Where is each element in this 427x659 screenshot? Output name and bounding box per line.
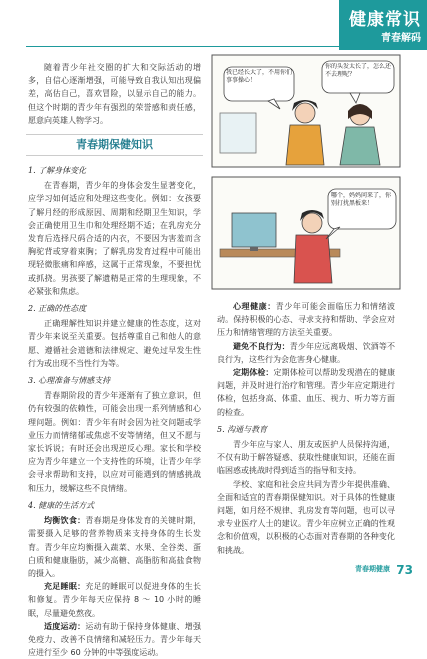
subsection-title-1: 1. 了解身体变化 [28,166,87,176]
bubble-text-bottom: 哪个，妈妈问来了，你别打扰黑板来！ [331,192,392,207]
header-block [339,0,427,50]
list-item-mental [217,300,395,340]
list-item-avoid [217,340,395,366]
subsection-title-3: 3. 心理准备与情感支持 [28,376,111,386]
header-divider [26,46,339,47]
item-text: 青少年应远离吸烟、饮酒等不良行为，这些行为会危害身心健康。 [217,341,396,364]
item-text: 充足的睡眠可以促进身体的生长和修复。青少年每天应保持 8 ～ 10 小时的睡眠，尽量避免熬夜。 [28,582,202,618]
comic-illustration [210,53,402,293]
footer [0,561,427,579]
bubble-text-left: 我已经长大了，不用你们事事操心！ [226,69,292,84]
intro-paragraph: 随着青少年社交圈的扩大和交际活动的增多，自信心逐渐增强，可能导致自我认知出现偏差，高估自己，喜欢冒险，以显示自己的能力。但这个时期的青少年有强烈的荣誉感和责任感，愿意向英雄人物学习。 [28,63,201,125]
column-subtitle: 青春解码 [381,33,421,44]
item-text: 青春期是身体发育的关键时期，需要摄入足够的营养物质来支持身体的生长发育。青少年应均衡摄入蔬菜、水果、全谷类、蛋白质和健康脂肪，减少高糖、高脂肪和高盐食物的摄入。 [28,516,202,578]
item-lead: 均衡饮食： [44,516,86,526]
item-lead: 充足睡眠： [44,582,86,592]
page-number: 73 [396,563,413,577]
section-heading-box [26,134,203,156]
subsection-body-1: 在青春期，青少年的身体会发生显著变化，应学习如何适应和处理这些变化。例如：女孩要了解月经的形成原因、周期和经期卫生知识，学会正确使用卫生巾和处理经期不适；在乳房充分发育后选择尺码合适的内衣，不要因为害羞而含胸驼背或穿着束胸；了解乳房发育过程中可能出现轻微胀痛和痒感，这属于正常现象，不要担忧或抓挠。男孩要了解遗精是正常的生理现象，不必紧张和焦虑。 [28,181,201,296]
subsection-body-5b: 学校、家庭和社会应共同为青少年提供准确、全面和适宜的青春期保健知识。对于具体的性健康问题，如月经不规律、乳房发育等问题，也可以寻求专业医疗人士的建议。青少年应树立正确的性观念和价值观，以积极的心态面对青春期的各种变化和挑战。 [217,479,395,555]
subsection-title-5: 5. 沟通与教育 [217,424,268,434]
list-item-exercise-start [28,620,201,659]
subsection-body-5a: 青少年应与家人、朋友或医护人员保持沟通，不仅有助于解答疑惑、获取性健康知识，还能在面临困惑或挑战时得到适当的指导和支持。 [217,440,395,476]
comic-panel-top [212,55,400,167]
list-item-checkup [217,366,395,419]
item-lead: 适度运动： [44,621,86,631]
subsection-title-2: 2. 正确的性态度 [28,304,87,314]
comic-panel-bottom [212,177,400,289]
section-heading: 青春期保健知识 [76,138,153,152]
list-item-sleep [28,580,201,620]
column-title: 健康常识 [349,10,421,30]
item-lead: 定期体检： [233,368,274,378]
item-lead: 避免不良行为： [233,341,290,351]
item-lead: 心理健康： [233,302,276,311]
subsection-title-4: 4. 健康的生活方式 [28,500,95,510]
footer-label: 青春期健康 [355,565,390,573]
item-text: 定期体检可以帮助发现潜在的健康问题，并及时进行治疗和管理。青少年应定期进行体检，包括身高、体重、血压、视力、听力等方面的检查。 [217,368,396,417]
bubble-text-right: 你的头发太长了，怎么还不去理呢？ [325,63,391,78]
item-text: 青少年可能会面临压力和情绪波动。保持积极的心态、寻求支持和帮助、学会应对压力和情绪管理的方法至关重要。 [217,302,396,338]
item-text: 运动有助于保持身体健康、增强免疫力、改善不良情绪和减轻压力。青少年每天应进行至少 60 分钟的中等强度运动。 [28,621,202,658]
right-column [217,300,395,557]
subsection-body-3: 青春期阶段的青少年逐渐有了独立意识，但仍有较强的依赖性，可能会出现一系列情感和心理问题。例如：青少年有时会因为社交问题或学业压力而情绪郁或焦虑不安等情绪，但又不愿与家长诉说；有时还会出现逆反心理。家长和学校应为青少年建立一个支持性的环境，让青少年学会寻求帮助和支持，以应对可能遇到的情感挑战和压力，缓解这些不良情绪。 [28,391,201,493]
subsection-body-2: 正确理解性知识并建立健康的性态度，这对青少年来说至关重要。包括尊重自己和他人的意愿、遵循社会道德和法律规定、避免过早发生性行为或出现不当性行为等。 [28,319,201,368]
